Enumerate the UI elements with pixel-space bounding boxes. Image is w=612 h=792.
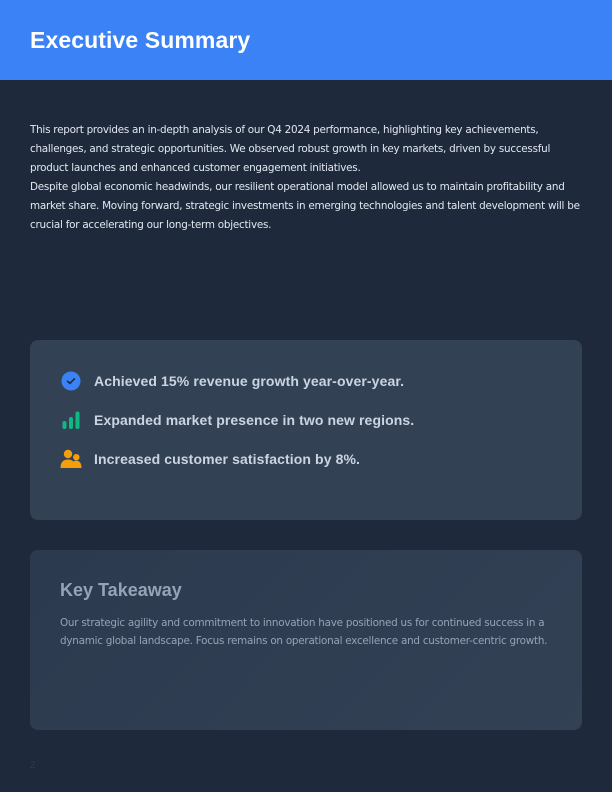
highlight-text: Achieved 15% revenue growth year-over-year. bbox=[94, 373, 405, 389]
page-number: 2 bbox=[30, 760, 36, 771]
key-takeaway-card bbox=[30, 550, 582, 730]
highlights-card bbox=[30, 340, 582, 520]
intro-section bbox=[30, 121, 580, 235]
highlight-item bbox=[60, 369, 404, 393]
page-title: Executive Summary bbox=[30, 27, 251, 53]
intro-paragraph: Despite global economic headwinds, our resilient operational model allowed us to maintain profitability and market share. Moving forward, strategic investments in emerging technologies and talent development will be crucial for accelerating our long-term objectives. bbox=[30, 181, 580, 231]
highlight-item bbox=[60, 447, 360, 471]
key-takeaway-title: Key Takeaway bbox=[60, 580, 182, 600]
check-circle-icon bbox=[60, 370, 82, 392]
intro-paragraph: This report provides an in-depth analysis of our Q4 2024 performance, highlighting key achievements, challenges, and strategic opportunities. We observed robust growth in key markets, driven by successful product launches and enhanced customer engagement initiatives. bbox=[30, 124, 551, 174]
bar-chart-icon bbox=[60, 409, 82, 431]
highlight-text: Increased customer satisfaction by 8%. bbox=[94, 451, 361, 467]
page-header bbox=[0, 0, 612, 80]
key-takeaway-body: Our strategic agility and commitment to innovation have positioned us for continued success in a dynamic global landscape. Focus remains on operational excellence and customer-centric growth. bbox=[60, 617, 548, 647]
highlight-item bbox=[60, 408, 414, 432]
highlight-text: Expanded market presence in two new regions. bbox=[94, 412, 415, 428]
users-icon bbox=[60, 448, 82, 470]
